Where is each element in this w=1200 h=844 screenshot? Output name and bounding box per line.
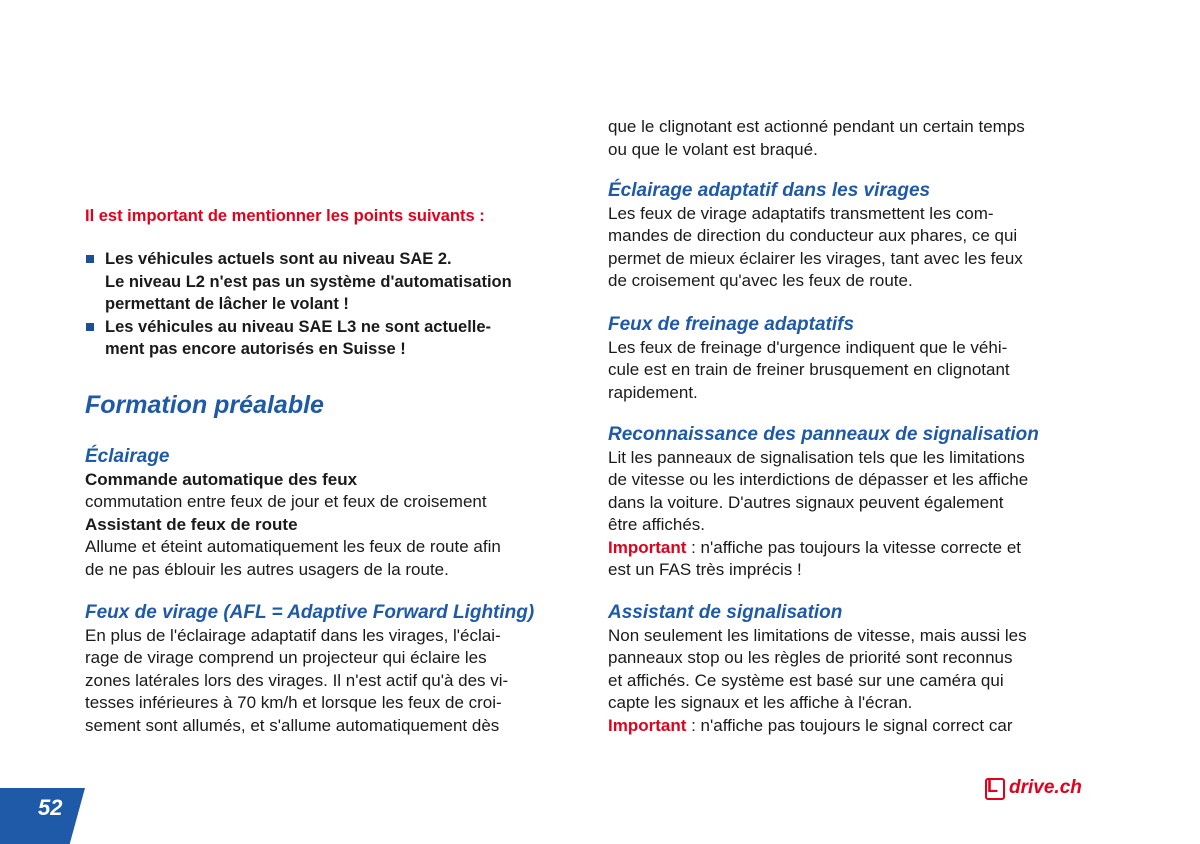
bullet-line: permettant de lâcher le volant ! <box>105 295 349 313</box>
bullet-line: Le niveau L2 n'est pas un système d'automatisation <box>105 272 512 291</box>
section-title: Formation préalable <box>85 391 324 419</box>
paragraph-line: En plus de l'éclairage adaptatif dans les virages, l'éclai- <box>85 625 501 645</box>
eclairage-heading: Éclairage <box>85 446 170 467</box>
ldrive-logo <box>985 776 1095 806</box>
paragraph-line: que le clignotant est actionné pendant un certain temps <box>608 117 1025 136</box>
paragraph-line: Les feux de virage adaptatifs transmettent les com- <box>608 203 994 223</box>
important-text: : n'affiche pas toujours le signal correct car <box>686 715 1013 735</box>
bullet-line: ment pas encore autorisés en Suisse ! <box>105 340 406 358</box>
bullet-line: Les véhicules actuels sont au niveau SAE 2. <box>105 250 452 268</box>
sign-recognition-heading: Reconnaissance des panneaux de signalisation <box>608 424 1039 445</box>
paragraph-line: rapidement. <box>608 382 698 402</box>
list-item <box>85 316 563 361</box>
paragraph-line: Allume et éteint automatiquement les feux de route afin <box>85 537 501 556</box>
sign-assistant-section <box>608 602 1088 737</box>
important-line <box>608 537 1088 560</box>
paragraph-line: Non seulement les limitations de vitesse, mais aussi les <box>608 625 1027 645</box>
logo-letter: L <box>987 776 998 796</box>
square-bullet-icon <box>86 323 94 331</box>
important-text: : n'affiche pas toujours la vitesse correcte et <box>686 537 1021 557</box>
paragraph-line: est un FAS très imprécis ! <box>608 560 802 579</box>
paragraph-line: panneaux stop ou les règles de priorité sont reconnus <box>608 648 1013 667</box>
brake-section <box>608 314 1088 404</box>
paragraph-line: ou que le volant est braqué. <box>608 139 818 159</box>
paragraph-line: commutation entre feux de jour et feux de croisement <box>85 492 487 511</box>
page-number: 52 <box>38 795 63 820</box>
paragraph-line: mandes de direction du conducteur aux phares, ce qui <box>608 226 1018 245</box>
continuation-text <box>608 116 1088 161</box>
paragraph-line: Les feux de freinage d'urgence indiquent que le véhi- <box>608 337 1008 357</box>
afl-section <box>85 602 563 737</box>
logo-text: drive.ch <box>1009 777 1082 798</box>
afl-heading: Feux de virage (AFL = Adaptive Forward Lighting) <box>85 602 535 623</box>
important-label: Important <box>608 715 687 735</box>
sign-recognition-section <box>608 424 1088 582</box>
paragraph-line: de ne pas éblouir les autres usagers de la route. <box>85 559 449 579</box>
important-line <box>608 715 1088 738</box>
square-bullet-icon <box>86 255 94 263</box>
paragraph-line: de croisement qu'avec les feux de route. <box>608 271 913 290</box>
paragraph-line: zones latérales lors des virages. Il n'est actif qu'à des vi- <box>85 670 509 690</box>
sign-assistant-heading: Assistant de signalisation <box>608 602 843 623</box>
paragraph-line: Lit les panneaux de signalisation tels que les limitations <box>608 447 1025 467</box>
paragraph-line: tesses inférieures à 70 km/h et lorsque les feux de croi- <box>85 693 502 712</box>
paragraph-line: de vitesse ou les interdictions de dépasser et les affiche <box>608 470 1029 489</box>
paragraph-line: dans la voiture. D'autres signaux peuvent également <box>608 492 1004 512</box>
notice-list <box>85 248 563 361</box>
important-label: Important <box>608 537 687 557</box>
paragraph-line: rage de virage comprend un projecteur qui éclaire les <box>85 648 487 667</box>
adaptive-curve-section <box>608 180 1088 293</box>
paragraph-line: permet de mieux éclairer les virages, tant avec les feux <box>608 248 1023 268</box>
paragraph-line: sement sont allumés, et s'allume automatiquement dès <box>85 715 500 735</box>
adaptive-curve-heading: Éclairage adaptatif dans les virages <box>608 180 931 201</box>
important-notice: Il est important de mentionner les points suivants : <box>85 207 485 225</box>
eclairage-section <box>85 446 563 581</box>
subheading-auto-lights: Commande automatique des feux <box>85 469 358 489</box>
brake-heading: Feux de freinage adaptatifs <box>608 314 855 335</box>
list-item <box>85 248 563 316</box>
paragraph-line: capte les signaux et les affiche à l'écran. <box>608 693 913 712</box>
paragraph-line: cule est en train de freiner brusquement en clignotant <box>608 360 1010 379</box>
paragraph-line: être affichés. <box>608 515 706 534</box>
paragraph-line: et affichés. Ce système est basé sur une caméra qui <box>608 670 1004 690</box>
subheading-high-beam: Assistant de feux de route <box>85 514 298 534</box>
bullet-line: Les véhicules au niveau SAE L3 ne sont actuelle- <box>105 317 492 336</box>
